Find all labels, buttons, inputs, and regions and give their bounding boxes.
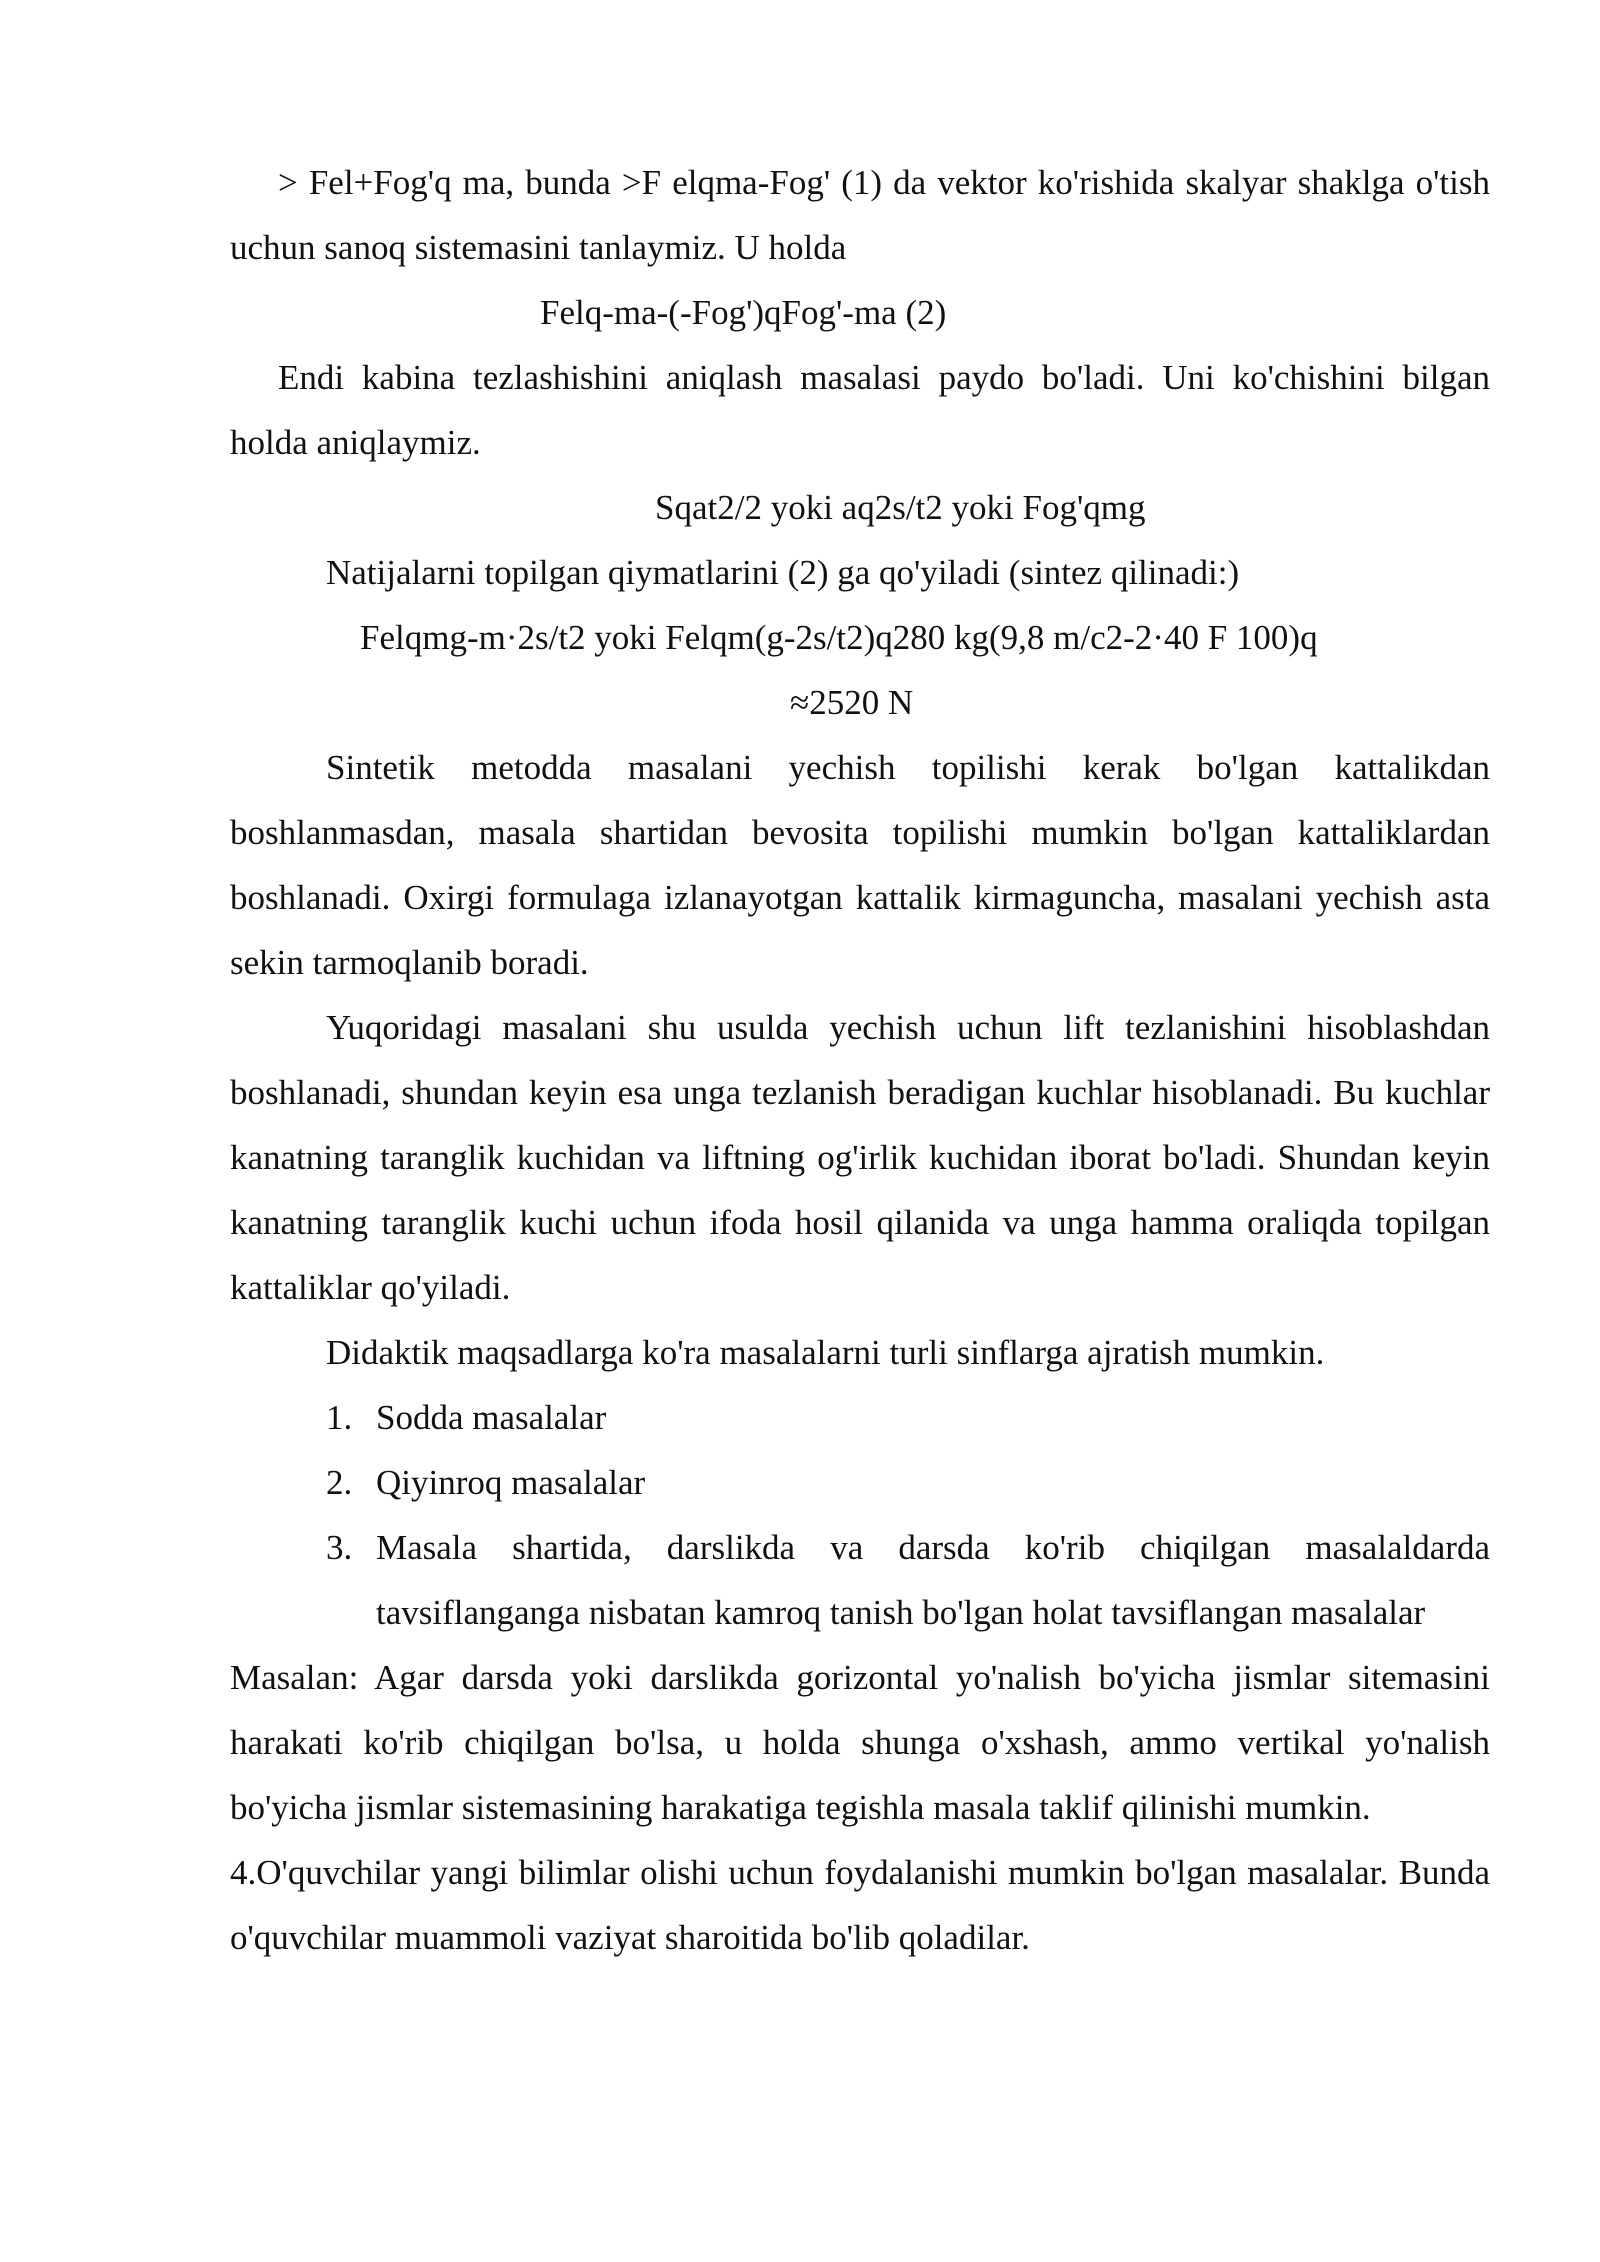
list-item	[230, 1515, 1490, 1645]
list-item-number: 1.	[326, 1398, 353, 1437]
paragraph-vector-to-scalar: > Fel+Fog'q ma, bunda >F elqma-Fog' (1) da vektor ko'rishida skalyar shaklga o'tish uchun sanoq sistemasini tanlaymiz. U holda	[230, 163, 1490, 267]
paragraph-acceleration-problem: Endi kabina tezlashishini aniqlash masalasi paydo bo'ladi. Uni ko'chishini bilgan holda aniqlaymiz.	[230, 358, 1490, 462]
formula-displacement: Sqat2/2 yoki aq2s/t2 yoki Fog'qmg	[655, 488, 1146, 527]
list-item-number: 3.	[326, 1528, 353, 1567]
list-item-text: Masala shartida, darslikda va darsda ko'rib chiqilgan masalaldarda tavsiflanganga nisbatan kamroq tanish bo'lgan holat tavsiflangan masalalar	[376, 1528, 1490, 1632]
list-item-text: Sodda masalalar	[376, 1398, 607, 1437]
paragraph-didactic-goals: Didaktik maqsadlarga ko'ra masalalarni turli sinflarga ajratish mumkin.	[326, 1333, 1325, 1372]
document-page	[230, 150, 1490, 1970]
paragraph-new-knowledge: 4.O'quvchilar yangi bilimlar olishi uchun foydalanishi mumkin bo'lgan masalalar. Bunda o'quvchilar muammoli vaziyat sharoitida bo'lib qoladilar.	[230, 1853, 1490, 1957]
list-item	[230, 1450, 1490, 1515]
paragraph-synthetic-method: Sintetik metodda masalani yechish topilishi kerak bo'lgan kattalikdan boshlanmasdan, masala shartidan bevosita topilishi mumkin bo'lgan kattaliklardan boshlanadi. Oxirgi formulaga izlanayotgan kattalik kirmaguncha, masalani yechish asta sekin tarmoqlanib boradi.	[230, 748, 1490, 982]
list-item	[230, 1385, 1490, 1450]
paragraph-substitute-results: Natijalarni topilgan qiymatlarini (2) ga qo'yiladi (sintez qilinadi:)	[326, 553, 1240, 592]
formula-tension-numeric: Felqmg-m·2s/t2 yoki Felqm(g-2s/t2)q280 kg(9,8 m/c2-2·40 F 100)q	[360, 618, 1318, 657]
paragraph-solution-steps: Yuqoridagi masalani shu usulda yechish uchun lift tezlanishini hisoblashdan boshlanadi, shundan keyin esa unga tezlanish beradigan kuchlar hisoblanadi. Bu kuchlar kanatning taranglik kuchidan va liftning og'irlik kuchidan iborat bo'ladi. Shundan keyin kanatning taranglik kuchi uchun ifoda hosil qilanida va unga hamma oraliqda topilgan kattaliklar qo'yiladi.	[230, 1008, 1490, 1307]
formula-tension-2: Felq-ma-(-Fog')qFog'-ma (2)	[540, 293, 947, 332]
problem-types-list	[230, 1385, 1490, 1645]
paragraph-example: Masalan: Agar darsda yoki darslikda gorizontal yo'nalish bo'yicha jismlar sitemasini harakati ko'rib chiqilgan bo'lsa, u holda shunga o'xshash, ammo vertikal yo'nalish bo'yicha jismlar sistemasining harakatiga tegishla masala taklif qilinishi mumkin.	[230, 1658, 1490, 1827]
list-item-text: Qiyinroq masalalar	[376, 1463, 646, 1502]
formula-result: ≈2520 N	[790, 683, 914, 722]
list-item-number: 2.	[326, 1463, 353, 1502]
